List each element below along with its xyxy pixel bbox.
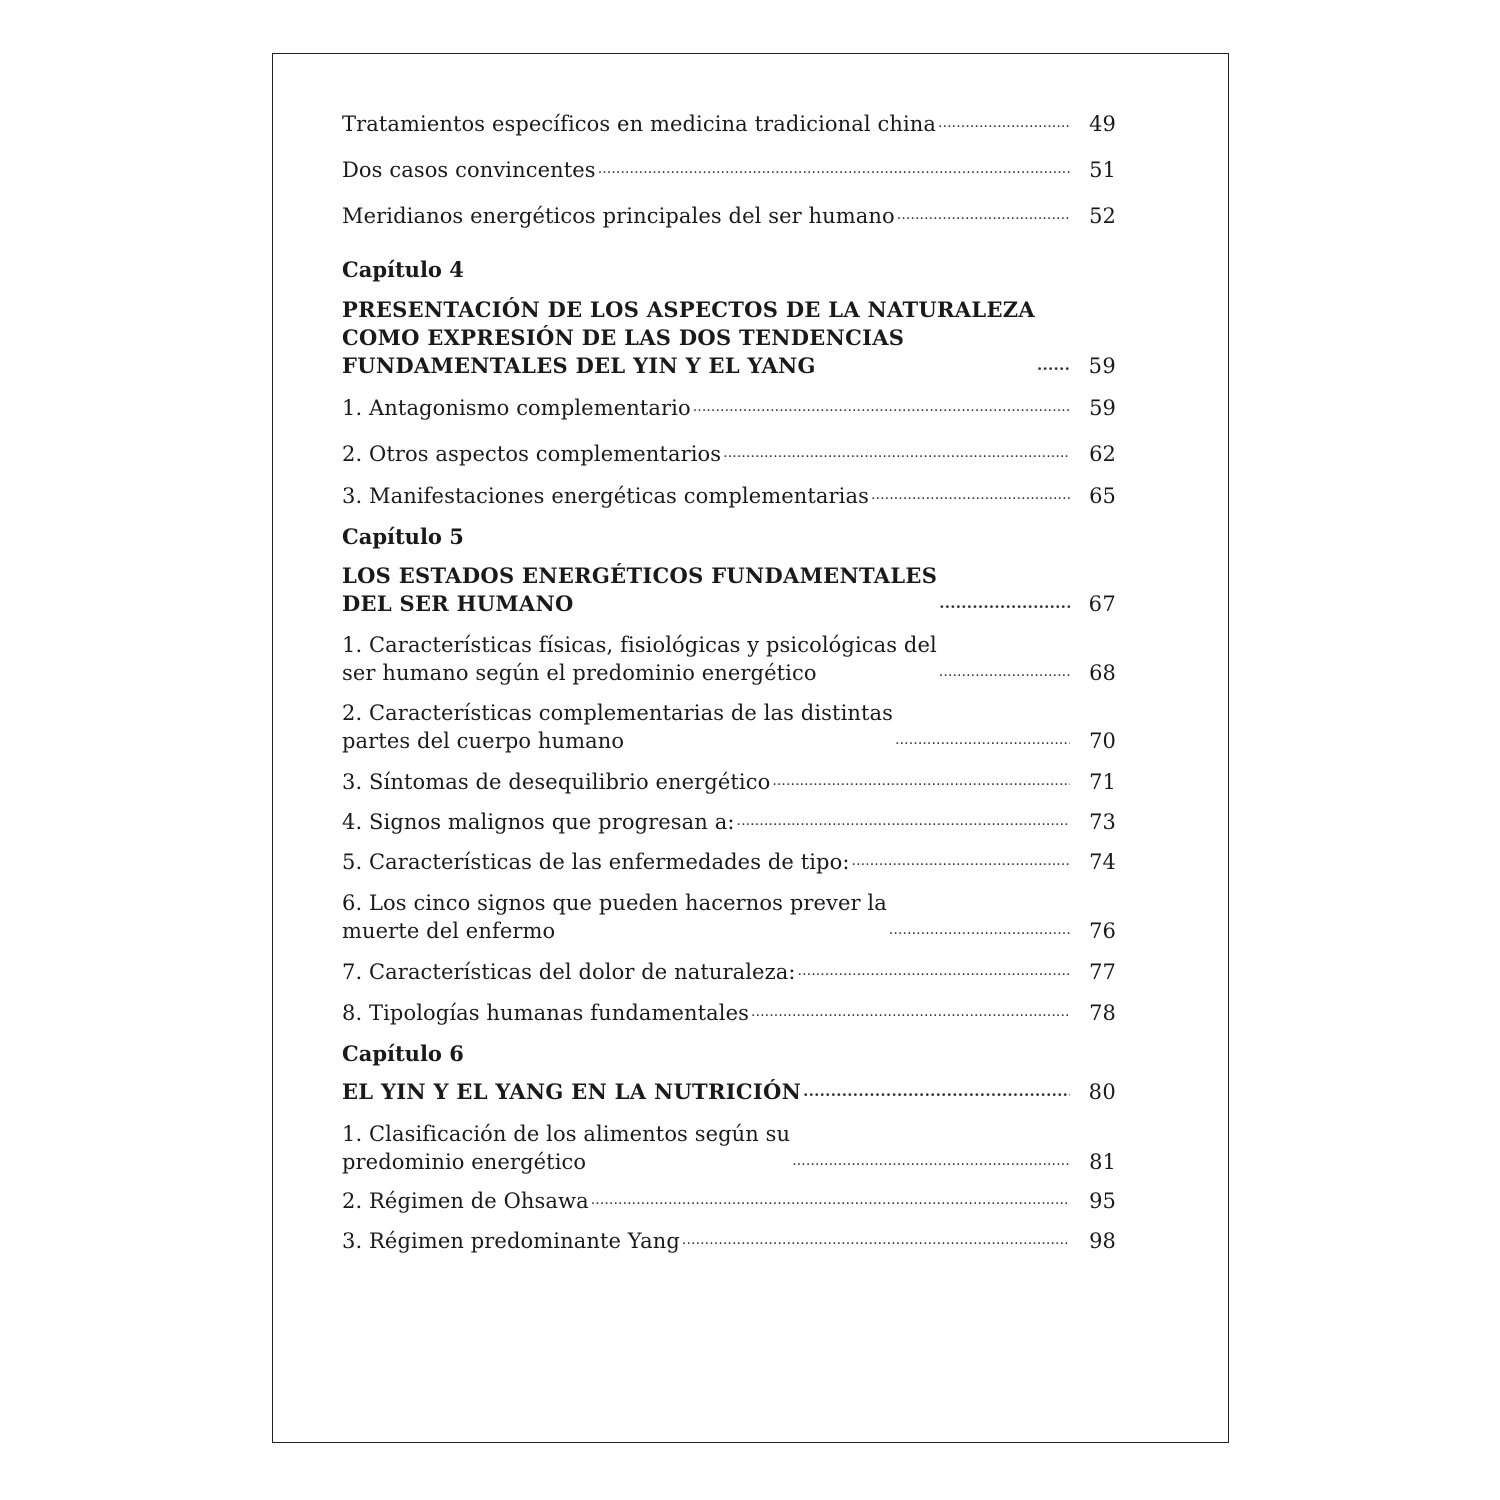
leader-dots xyxy=(737,811,1070,831)
toc-entry-label: 2. Características complementarias de las distintas partes del cuerpo humano xyxy=(342,701,894,753)
leader-dots xyxy=(682,1230,1070,1250)
toc-entry-label: 5. Características de las enfermedades de tipo: xyxy=(342,850,850,874)
toc-entry[interactable] xyxy=(342,1227,1116,1255)
leader-dots xyxy=(939,593,1070,613)
chapter-heading: Capítulo 4 xyxy=(342,257,464,282)
toc-entry-label: 3. Manifestaciones energéticas complementarias xyxy=(342,484,869,508)
toc-entry-label: 4. Signos malignos que progresan a: xyxy=(342,810,735,834)
toc-entry-page: 80 xyxy=(1088,1080,1116,1104)
toc-entry-page: 49 xyxy=(1089,112,1116,136)
toc-entry-label: 2. Otros aspectos complementarios xyxy=(342,442,722,466)
toc-entry-label: 2. Régimen de Ohsawa xyxy=(342,1189,589,1213)
toc-entry-label: 8. Tipologías humanas fundamentales xyxy=(342,1001,750,1025)
toc-entry-page: 67 xyxy=(1088,592,1116,616)
toc-entry-label: 3. Síntomas de desequilibrio energético xyxy=(342,770,771,794)
toc-entry-page: 81 xyxy=(1089,1150,1116,1174)
toc-entry[interactable] xyxy=(342,848,1116,876)
chapter-title-entry[interactable] xyxy=(342,296,1116,380)
toc-entry[interactable] xyxy=(342,482,1116,510)
toc-entry-page: 59 xyxy=(1089,396,1116,420)
toc-entry-page: 62 xyxy=(1089,442,1116,466)
toc-entry-page: 73 xyxy=(1089,810,1116,834)
toc-entry-label: 6. Los cinco signos que pueden hacernos prever la muerte del enfermo xyxy=(342,891,887,943)
leader-dots xyxy=(751,1002,1070,1022)
toc-entry-label: 7. Características del dolor de naturaleza: xyxy=(342,960,796,984)
toc-entry[interactable] xyxy=(342,1187,1116,1215)
chapter-title: EL YIN Y EL YANG EN LA NUTRICIÓN xyxy=(342,1079,802,1104)
toc-entry[interactable] xyxy=(342,202,1116,230)
toc-entry[interactable] xyxy=(342,631,1116,687)
chapter-title: PRESENTACIÓN DE LOS ASPECTOS DE LA NATURALEZA COMO EXPRESIÓN DE LAS DOS TENDENCIAS FUNDAMENTALES DEL YIN Y EL YANG xyxy=(342,297,1035,378)
toc-entry-page: 98 xyxy=(1089,1229,1116,1253)
toc-entry[interactable] xyxy=(342,768,1116,796)
toc-entry-page: 70 xyxy=(1089,729,1116,753)
leader-dots xyxy=(895,730,1070,750)
toc-entry[interactable] xyxy=(342,394,1116,422)
chapter-title: LOS ESTADOS ENERGÉTICOS FUNDAMENTALES DEL SER HUMANO xyxy=(342,563,938,616)
toc-entry[interactable] xyxy=(342,889,1116,945)
toc-entry-label: 1. Antagonismo complementario xyxy=(342,396,691,420)
toc-entry-label: 1. Clasificación de los alimentos según su predominio energético xyxy=(342,1122,791,1174)
leader-dots xyxy=(939,662,1070,682)
toc-entry[interactable] xyxy=(342,999,1116,1027)
toc-entry-page: 76 xyxy=(1089,919,1116,943)
toc-entry-page: 74 xyxy=(1089,850,1116,874)
leader-dots xyxy=(897,205,1070,225)
toc-entry[interactable] xyxy=(342,958,1116,986)
leader-dots xyxy=(792,1151,1070,1171)
toc-entry-label: Meridianos energéticos principales del ser humano xyxy=(342,204,895,228)
toc-entry-page: 95 xyxy=(1089,1189,1116,1213)
leader-dots xyxy=(598,159,1070,179)
toc-entry-page: 59 xyxy=(1088,354,1116,378)
toc-entry[interactable] xyxy=(342,110,1116,138)
toc-entry-page: 78 xyxy=(1089,1001,1116,1025)
toc-entry-page: 65 xyxy=(1089,484,1116,508)
toc-entry[interactable] xyxy=(342,156,1116,184)
leader-dots xyxy=(871,485,1070,505)
leader-dots xyxy=(798,961,1070,981)
leader-dots xyxy=(591,1190,1070,1210)
leader-dots xyxy=(889,920,1070,940)
toc-entry[interactable] xyxy=(342,808,1116,836)
toc-entry[interactable] xyxy=(342,699,1116,755)
toc-entry-label: 1. Características físicas, fisiológicas y psicológicas del ser humano según el predominio energético xyxy=(342,633,937,685)
toc-entry-page: 77 xyxy=(1089,960,1116,984)
leader-dots xyxy=(852,851,1070,871)
leader-dots xyxy=(723,443,1070,463)
chapter-heading: Capítulo 6 xyxy=(342,1041,464,1066)
leader-dots xyxy=(938,113,1070,133)
toc-entry-page: 51 xyxy=(1089,158,1116,182)
chapter-title-entry[interactable] xyxy=(342,1078,1116,1106)
toc-entry-page: 52 xyxy=(1089,204,1116,228)
leader-dots xyxy=(693,397,1070,417)
leader-dots xyxy=(1037,355,1070,375)
toc-entry-label: 3. Régimen predominante Yang xyxy=(342,1229,680,1253)
chapter-heading: Capítulo 5 xyxy=(342,524,464,549)
toc-entry-label: Tratamientos específicos en medicina tradicional china xyxy=(342,112,937,136)
toc-entry-page: 68 xyxy=(1089,661,1116,685)
leader-dots xyxy=(803,1081,1070,1101)
leader-dots xyxy=(772,771,1070,791)
toc-entry[interactable] xyxy=(342,1120,1116,1176)
toc-entry-page: 71 xyxy=(1089,770,1116,794)
toc-entry-label: Dos casos convincentes xyxy=(342,158,596,182)
chapter-title-entry[interactable] xyxy=(342,562,1116,618)
toc-entry[interactable] xyxy=(342,440,1116,468)
